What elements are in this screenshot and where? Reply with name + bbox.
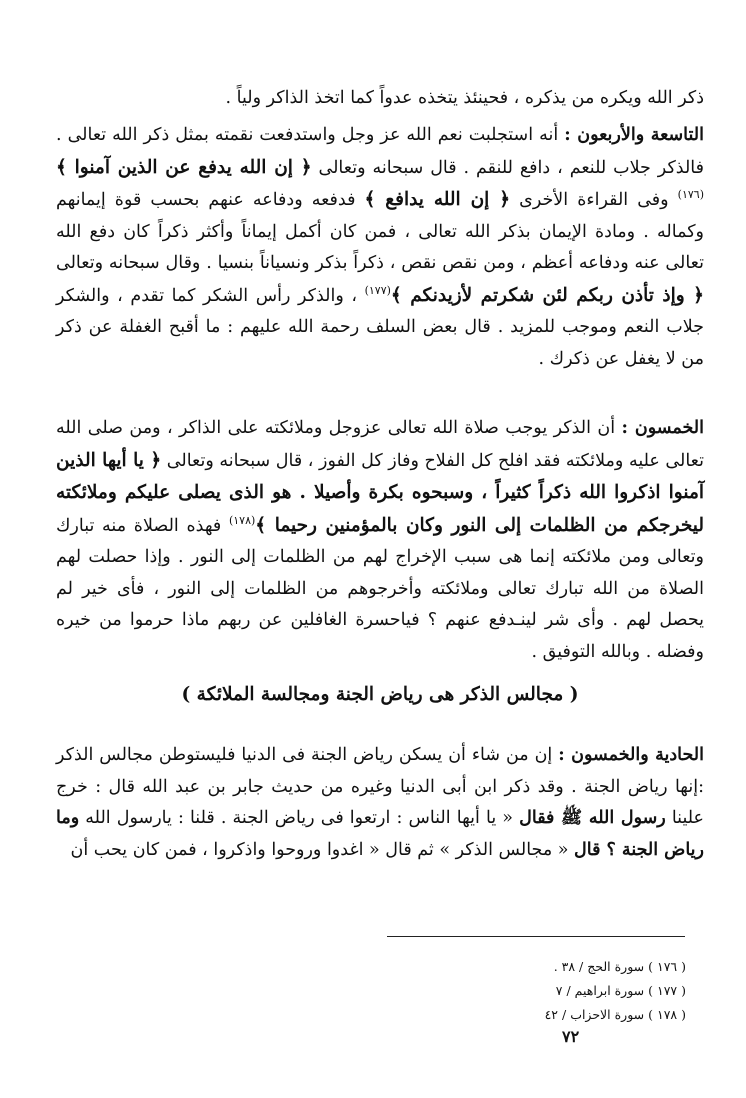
paragraph-49-heading: التاسعة والأربعون : [564, 125, 704, 145]
paragraph-51-bold-1: رسول الله ﷺ فقال [519, 808, 666, 828]
paragraph-51-heading: الحادية والخمسون : [558, 745, 704, 765]
footnote-ref-177: (١٧٧) [364, 283, 391, 297]
quran-quote-3: ﴿ وإذ تأذن ربكم لئن شكرتم لأزيدنكم ﴾ [390, 284, 704, 306]
paragraph-51-bold-2: وما رياض الجنة ؟ قال [56, 808, 704, 860]
footnote-divider [387, 936, 685, 937]
paragraph-50-text-1: أن الذكر يوجب صلاة الله تعالى عزوجل وملائكته على الذاكر ، ومن صلى الله تعالى عليه وملائكته فقد افلح كل الفلاح وفاز كل الفوز ، قال سبحانه وتعالى [56, 418, 704, 471]
paragraph-50-heading: الخمسون : [621, 418, 704, 438]
quran-quote-2: ﴿ إن الله يدافع ﴾ [364, 189, 511, 210]
paragraph-50-text-2: فهذه الصلاة منه تبارك وتعالى ومن ملائكته إنما هى سبب الإخراج لهم من الظلمات إلى النور . وإذا حصلت لهم الصلاة من الله تبارك تعالى وملائكته وأخرجوهم من الظلمات إلى النور ، فأى خير لم يحصل لهم . وأى شر لينـدفع عنهم ؟ فياحسرة الغافلين عن ربهم ماذا حرموا من خيره وفضله . وبالله التوفيق . [56, 515, 704, 662]
paragraph-49-text-1: أنه استجلبت نعم الله عز وجل واستدفعت نقمته بمثل ذكر الله تعالى . فالذكر جلاب للنعم ، دافع للنقم . قال سبحانه وتعالى [56, 125, 704, 178]
paragraph-51 [56, 740, 704, 866]
footnotes [545, 955, 686, 1027]
paragraph-49-text-4: ، والذكر رأس الشكر كما تقدم ، والشكر جلاب النعم وموجب للمزيد . قال بعض السلف رحمة الله عليهم : ما أقبح الغفلة عن ذكر من لا يغفل عن ذكرك . [56, 285, 704, 369]
footnote-ref-176: (١٧٦) [677, 188, 704, 202]
footnote-ref-178: (١٧٨) [228, 513, 256, 527]
quran-quote-1: ﴿ إن الله يدفع عن الذين آمنوا ﴾ [56, 156, 312, 178]
paragraph-50 [56, 413, 704, 668]
section-heading: ( مجالس الذكر هى رياض الجنة ومجالسة الملائكة ) [181, 684, 579, 705]
paragraph-51-text-2: « يا أيها الناس : ارتعوا فى رياض الجنة . قلنا : يارسول الله [85, 808, 514, 828]
opening-text: ذكر الله ويكره من يذكره ، فحينئذ يتخذه عدواً كما اتخذ الذاكر ولياً . [225, 88, 704, 108]
paragraph-49-text-3: فدفعه ودفاعه عنهم بحسب قوة إيمانهم وكماله . ومادة الإيمان بذكر الله تعالى ، فمن كان أكمل إيماناً وأكثر ذكراً كان دفع الله تعالى عنه ودفاعه أعظم ، ومن نقص نقص ، ذكراً بذكر ونسياناً بنسيا . وقال سبحانه وتعالى [56, 190, 704, 273]
paragraph-51-text-3: « مجالس الذكر » ثم قال « اغدوا وروحوا واذكروا ، فمن كان يحب أن [70, 839, 569, 860]
footnote-176: ( ١٧٦ ) سورة الحج / ٣٨ . [553, 959, 686, 974]
paragraph-49-text-2: وفى القراءة الأخرى [519, 190, 669, 210]
opening-line [56, 83, 704, 115]
quran-quote-4: ﴿ يا أيها الذين آمنوا اذكروا الله ذكراً كثيراً ، وسبحوه بكرة وأصيلا . هو الذى يصلى عليكم وملائكته ليخرجكم من الظلمات إلى النور وكان بالمؤمنين رحيما ﴾ [56, 449, 704, 536]
page-number: ٧٢ [562, 1027, 580, 1046]
footnote-178: ( ١٧٨ ) سورة الاحزاب / ٤٢ [544, 1007, 686, 1022]
footnote-177: ( ١٧٧ ) سورة ابراهيم / ٧ [555, 983, 686, 998]
paragraph-51-text-1: إن من شاء أن يسكن رياض الجنة فى الدنيا فليستوطن مجالس الذكر :إنها رياض الجنة . وقد ذكر ابن أبى الدنيا وغيره من حديث جابر بن عبد الله قال : خرج علينا [56, 745, 704, 828]
paragraph-49 [56, 120, 704, 375]
